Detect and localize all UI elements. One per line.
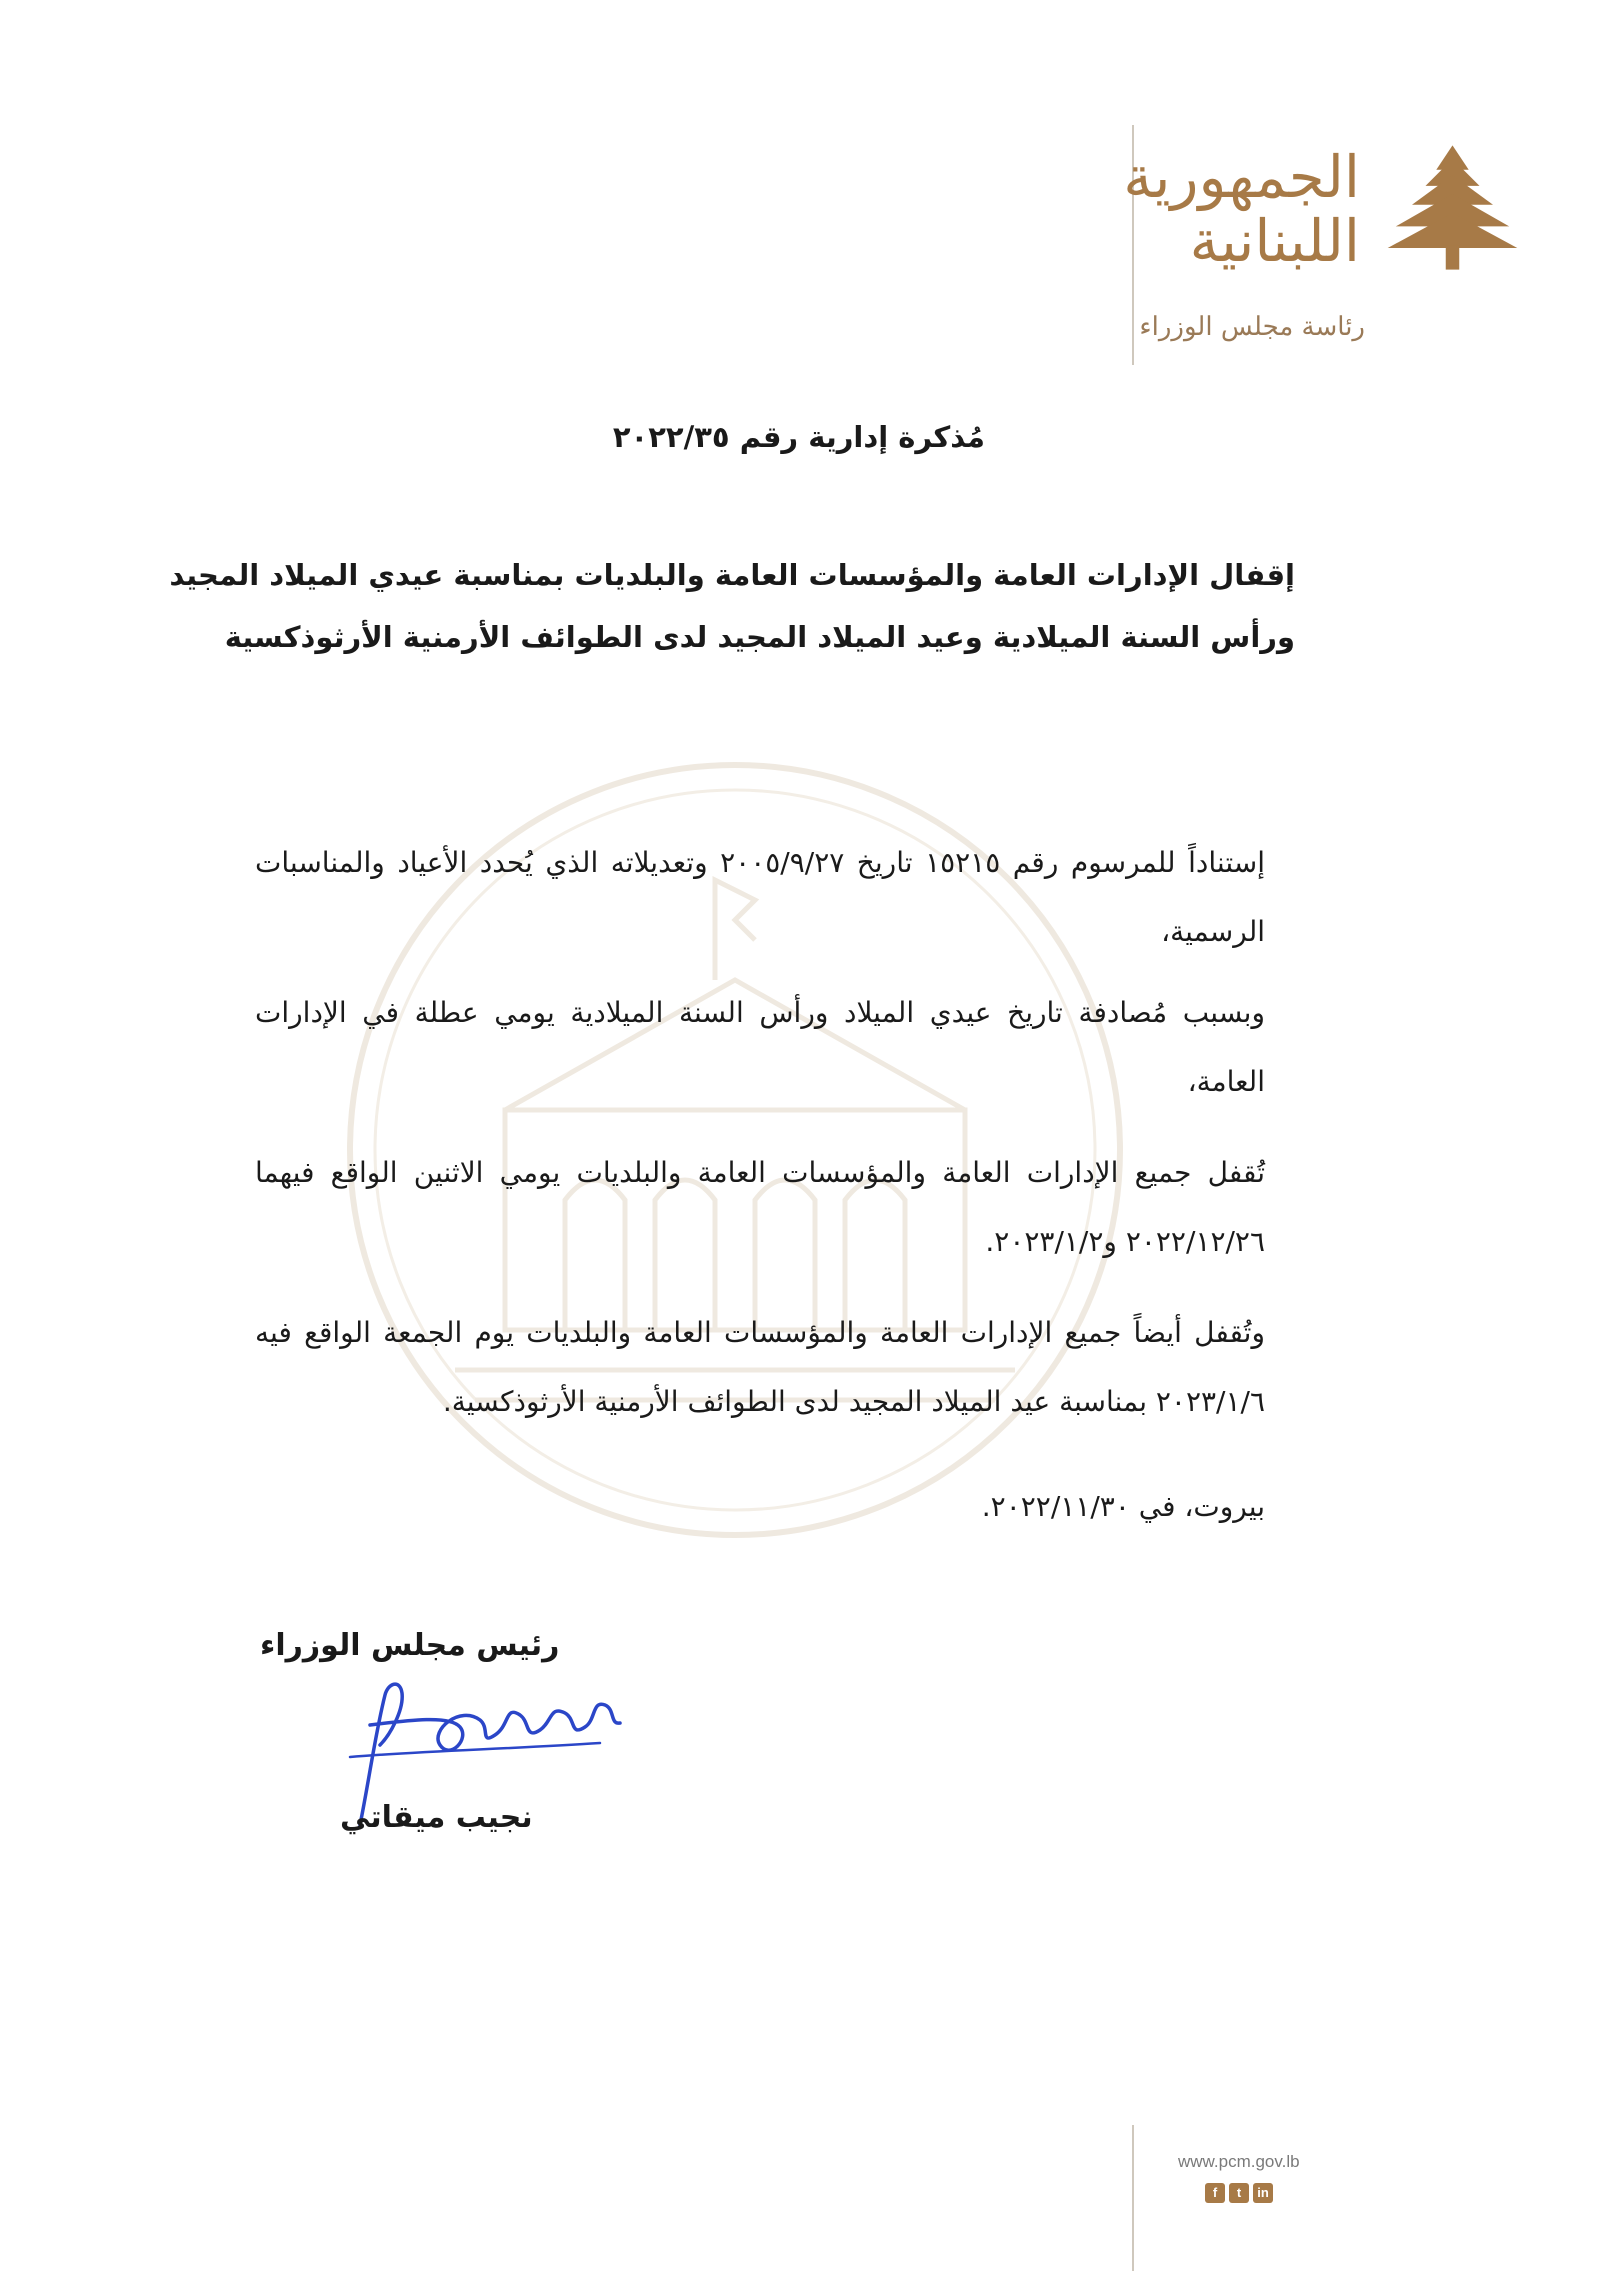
twitter-icon[interactable]: t bbox=[1229, 2183, 1249, 2203]
cedar-icon bbox=[1385, 140, 1520, 275]
paragraph-closure-jan: وتُقفل أيضاً جميع الإدارات العامة والمؤسسات العامة والبلديات يوم الجمعة الواقع فيه ٢٠٢٣/١/٦ بمناسبة عيد الميلاد المجيد لدى الطوائف الأرمنية الأرثوذكسية. bbox=[255, 1316, 1265, 1418]
paragraph-reason: وبسبب مُصادفة تاريخ عيدي الميلاد ورأس السنة الميلادية يومي عطلة في الإدارات العامة، bbox=[255, 996, 1265, 1098]
website-link[interactable]: www.pcm.gov.lb bbox=[1178, 2152, 1300, 2171]
memo-title: مُذكرة إدارية رقم ٢٠٢٢/٣٥ bbox=[612, 420, 985, 454]
signatory-name: نجيب ميقاتي bbox=[340, 1800, 533, 1835]
crest-republic: الجمهورية bbox=[1123, 143, 1360, 211]
paragraph-decree: إستناداً للمرسوم رقم ١٥٢١٥ تاريخ ٢٠٠٥/٩/٢٧ وتعديلاته الذي يُحدد الأعياد والمناسبات الرسمية، bbox=[255, 846, 1266, 948]
subject-line-1: إقفال الإدارات العامة والمؤسسات العامة والبلديات بمناسبة عيدي الميلاد المجيد bbox=[169, 558, 1295, 592]
paragraph-closure-dec: تُقفل جميع الإدارات العامة والمؤسسات العامة والبلديات يومي الاثنين الواقع فيهما ٢٠٢٢/١٢/٢٦ و٢٠٢٣/١/٢. bbox=[255, 1156, 1265, 1258]
signatory-title: رئيس مجلس الوزراء bbox=[260, 1628, 560, 1663]
linkedin-icon[interactable]: in bbox=[1253, 2183, 1273, 2203]
footer-divider bbox=[1132, 2125, 1134, 2271]
subject-line-2: ورأس السنة الميلادية وعيد الميلاد المجيد لدى الطوائف الأرمنية الأرثوذكسية bbox=[224, 620, 1295, 654]
place-date: بيروت، في ٢٠٢٢/١١/٣٠. bbox=[981, 1490, 1265, 1523]
social-links bbox=[1205, 2183, 1273, 2203]
office-name: رئاسة مجلس الوزراء bbox=[1139, 312, 1365, 342]
crest-lebanese: اللبنانية bbox=[1189, 207, 1360, 275]
facebook-icon[interactable]: f bbox=[1205, 2183, 1225, 2203]
